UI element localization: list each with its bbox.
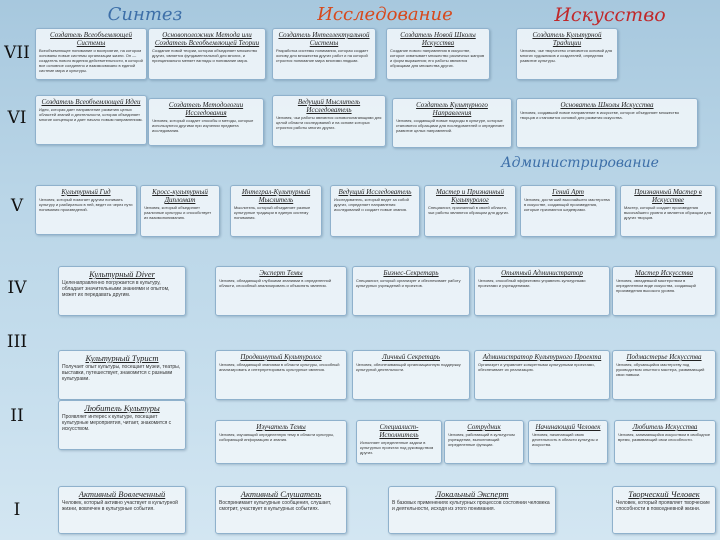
card-title: Признанный Мастер в Искусстве xyxy=(634,188,702,204)
header-synthesis: Синтез xyxy=(107,4,183,25)
card-title: Основатель Школы Искусства xyxy=(560,101,654,109)
card-title: Продвинутый Культуролог xyxy=(240,353,322,361)
card-specialist-executor xyxy=(356,420,442,464)
card-title: Культурный Турист xyxy=(85,353,159,363)
card-employee xyxy=(444,420,524,464)
card-cultural-direction-creator xyxy=(392,98,512,148)
card-title: Активный Вовлеченный xyxy=(78,489,166,499)
card-title: Создатель Всеобъемлющей Системы xyxy=(50,31,132,47)
card-art-apprentice xyxy=(612,350,716,400)
card-description: Воспринимает культурные сообщения, слушает, смотрит, участвует в культурных событиях. xyxy=(219,500,332,512)
card-description: Человек, изучающий определенную тему в области культуры, собирающий информацию и знания. xyxy=(219,432,335,442)
level-6-label: VI xyxy=(7,108,27,128)
card-cultural-tradition-creator xyxy=(516,28,618,80)
card-description: Создание нового направления в искусстве, которое охватывает множество различных жанров и форм выражения; его работы являются образцами для множества других. xyxy=(390,48,485,68)
card-recognized-culturologist xyxy=(424,185,516,237)
card-description: Человек, обладающий знаниями в области культуры, способный анализировать и интерпретировать культурные явления. xyxy=(219,362,340,372)
card-title: Мастер и Признанный Культуролог xyxy=(436,188,504,204)
card-beginner xyxy=(528,420,608,464)
card-recognized-art-master xyxy=(620,185,716,237)
card-description: Человек, обладающий глубокими знаниями в определенной области, способный анализировать и объяснять явления. xyxy=(219,278,332,288)
card-description: Мастер, который создает произведения высочайшего уровня и является образцом для других творцов. xyxy=(624,205,712,220)
card-title: Локальный Эксперт xyxy=(435,489,509,499)
card-title: Культурный Гид xyxy=(61,188,111,196)
card-title: Подмастерье Искусства xyxy=(626,353,702,361)
card-description: Человек, создающий новые подходы в культуре, которые становятся образцами для последователей и определяют развитие целых направлений. xyxy=(396,118,505,133)
card-title: Опытный Администратор xyxy=(501,269,583,277)
card-title: Создатель Интеллектуальной Системы xyxy=(278,31,370,47)
card-description: Исследователь, который ведет за собой других, определяет направления исследований и создает новые знания. xyxy=(334,197,409,212)
card-project-administrator xyxy=(474,350,610,400)
card-description: Человек, работающий в культурном учреждении, выполняющий определенные функции. xyxy=(448,432,515,447)
card-art-genius xyxy=(520,185,616,237)
card-active-involved xyxy=(58,486,186,534)
header-administration: Администрирование xyxy=(501,155,659,171)
card-topic-expert xyxy=(215,266,347,316)
card-description: Человек, обеспечивающий организационную поддержку культурной деятельности. xyxy=(356,362,461,372)
card-description: Создание новой теории, которая объединяет множество других, является фундаментальной для многих, и принципиально меняет взгляды и понимание мира. xyxy=(152,48,258,63)
card-description: Человек, который объединяет различные культуры и способствует их взаимопониманию. xyxy=(144,205,212,220)
card-title: Кросс-культурный Дипломат xyxy=(152,188,208,204)
card-creative-person xyxy=(612,486,716,534)
card-title: Изучатель Темы xyxy=(256,423,306,431)
card-title: Ведущий Исследователь xyxy=(338,188,412,196)
card-cultural-diver xyxy=(58,266,186,316)
header-research: Исследование xyxy=(317,4,453,25)
card-active-listener xyxy=(215,486,347,534)
card-title: Культурный Diver xyxy=(89,269,155,279)
card-cultural-tourist xyxy=(58,350,186,400)
card-title: Создатель Культурного Направления xyxy=(416,101,488,117)
card-description: Человек, который проявляет творческие способности в повседневной жизни. xyxy=(616,500,710,512)
card-experienced-administrator xyxy=(474,266,610,316)
card-idea-creator xyxy=(35,95,147,145)
card-culture-lover xyxy=(58,400,186,450)
card-methodology-creator xyxy=(148,98,264,146)
card-local-expert xyxy=(388,486,556,534)
card-description: Человек, овладевший мастерством в определенном виде искусства, создающий произведения высокого уровня. xyxy=(616,278,696,293)
card-advanced-culturologist xyxy=(215,350,347,400)
card-leading-thinker xyxy=(272,95,386,147)
card-topic-learner xyxy=(215,420,347,464)
card-system-creator xyxy=(35,28,147,80)
card-art-school-creator xyxy=(386,28,490,80)
card-description: Разработка системы понимания, которая создает основу для множества других работ и на которой строится понимание мира многими людьми. xyxy=(276,48,369,63)
card-description: Всеобъемлющее понимание и восприятие, на котором основаны новые системы организации жизни. Он — создатель нового видения действительности, в которой все основное соединено и взаимосвязано в единой системе мира и культуры. xyxy=(39,48,143,73)
card-title: Эксперт Темы xyxy=(259,269,303,277)
card-title: Создатель Новой Школы Искусства xyxy=(400,31,476,47)
card-title: Создатель Всеобъемлющей Идеи xyxy=(41,98,141,106)
level-3-label: III xyxy=(6,332,28,352)
card-method-founder xyxy=(148,28,266,80)
card-title: Любитель Культуры xyxy=(84,403,160,413)
card-title: Создатель Культурной Традиции xyxy=(532,31,602,47)
card-description: Идея, которая дает направление развитию целых областей знаний и деятельности, которая объединяет многие концепции и дает начало новым направлениям. xyxy=(39,107,143,122)
card-description: Человек, занимающийся искусством в свободное время, развивающий свои способности. xyxy=(618,432,711,442)
card-title: Специалист-Исполнитель xyxy=(379,423,419,439)
card-description: Человек, начинающий свою деятельность в области культуры и искусства. xyxy=(532,432,598,447)
level-7-label: VII xyxy=(4,43,30,63)
card-art-school-founder xyxy=(516,98,698,148)
card-description: Человек, который помогает другим понимать культуру и разбираться в ней, ведет их через пути понимания произведений. xyxy=(39,197,133,212)
card-description: Исполняет определенные задачи в культурных проектах под руководством других. xyxy=(360,440,434,455)
card-description: Человек, создавший новое направление в искусстве, которое объединяет множество творцов и становится основой для развития искусства. xyxy=(520,110,680,120)
card-personal-secretary xyxy=(352,350,470,400)
card-title: Основоположник Метода или Создатель Всеобъемлющей Теории xyxy=(154,31,260,47)
card-intellectual-system-creator xyxy=(272,28,376,80)
card-description: Человек, обучающийся мастерству под руководством опытного мастера, развивающий свои навыки. xyxy=(616,362,705,377)
card-art-master xyxy=(612,266,716,316)
card-title: Бизнес-Секретарь xyxy=(383,269,439,277)
card-title: Любитель Искусства xyxy=(632,423,698,431)
card-description: Специалист, который организует и обеспечивает работу культурных учреждений и проектов. xyxy=(356,278,461,288)
level-1-label: I xyxy=(13,500,21,520)
card-description: Человек, достигший высочайшего мастерства в искусстве, создающий произведения, которые признаются шедеврами. xyxy=(524,197,610,212)
card-description: Проявляет интерес к культуре, посещает культурные мероприятия, читает, знакомится с искусством. xyxy=(62,414,172,432)
card-title: Гений Арт xyxy=(552,188,584,196)
card-title: Ведущий Мыслитель Исследователь xyxy=(297,98,361,114)
card-business-secretary xyxy=(352,266,470,316)
card-description: Человек, чье творчество становится основой для многих художников и создателей, определяя развитие культуры. xyxy=(520,48,612,63)
card-title: Активный Слушатель xyxy=(240,489,322,499)
card-title: Мастер Искусства xyxy=(634,269,694,277)
card-integral-cultural-thinker xyxy=(230,185,322,237)
card-description: Человек, который создает способы и методы, которые используются другими при изучении предмета исследования. xyxy=(152,118,254,133)
card-description: В базовых применениях культурных процессов состоянии человека и деятельности, исходя из этого понимания. xyxy=(392,500,550,512)
card-description: Целенаправленно погружается в культуру, обладает значительными знаниями и опытом, может их передавать другим. xyxy=(62,280,170,298)
card-title: Творческий Человек xyxy=(628,489,700,499)
level-4-label: IV xyxy=(7,278,27,298)
card-description: Организует и управляет конкретными культурными проектами, обеспечивает их реализацию. xyxy=(478,362,595,372)
card-title: Создатель Методологии Исследования xyxy=(168,101,244,117)
card-leading-researcher xyxy=(330,185,420,237)
card-art-lover xyxy=(614,420,716,464)
level-2-label: II xyxy=(10,406,24,426)
card-description: Мыслитель, который объединяет разные культурные традиции в единую систему понимания. xyxy=(234,205,311,220)
card-title: Личный Секретарь xyxy=(382,353,440,361)
card-description: Специалист, признанный в своей области, чьи работы являются образцом для других. xyxy=(428,205,510,215)
card-title: Администратор Культурного Проекта xyxy=(482,353,602,361)
card-description: Получает опыт культуры, посещает музеи, театры, выставки, путешествует, знакомится с разными культурами. xyxy=(62,364,181,382)
header-art: Искусство xyxy=(554,4,666,26)
card-title: Интеграл-Культурный Мыслитель xyxy=(241,188,311,204)
card-title: Сотрудник xyxy=(467,423,501,431)
card-description: Человек, способный эффективно управлять культурными проектами и учреждениями. xyxy=(478,278,586,288)
level-5-label: V xyxy=(10,196,24,216)
card-title: Начинающий Человек xyxy=(535,423,601,431)
card-cross-cultural-diplomat xyxy=(140,185,220,237)
card-description: Человек, который активно участвует в культурной жизни, вовлечен в культурные события. xyxy=(62,500,178,512)
card-description: Человек, чьи работы являются основополагающими для целой области исследований и на основе которых строятся работы многих других. xyxy=(276,115,382,130)
card-cultural-guide xyxy=(35,185,137,235)
